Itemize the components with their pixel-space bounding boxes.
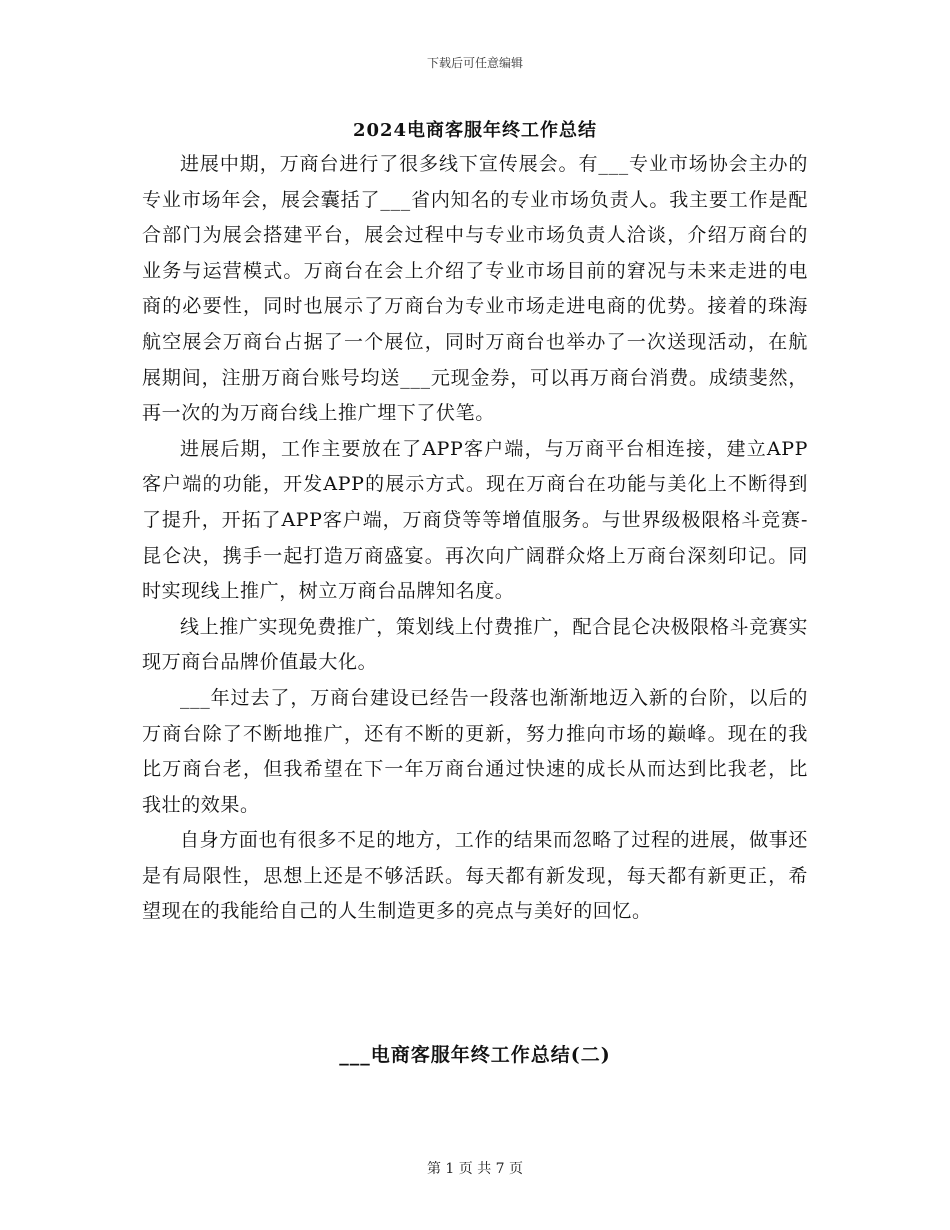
paragraph: 进展后期，工作主要放在了APP客户端，与万商平台相连接，建立APP客户端的功能，开发APP的展示方式。现在万商台在功能与美化上不断得到了提升，开拓了APP客户端，万商贷等等增值服务。与世界级极限格斗竞赛-昆仑决，携手一起打造万商盛宴。再次向广阔群众烙上万商台深刻印记。同时实现线上推广，树立万商台品牌知名度。 bbox=[142, 437, 808, 603]
paragraph: 自身方面也有很多不足的地方，工作的结果而忽略了过程的进展，做事还是有局限性，思想上还是不够活跃。每天都有新发现，每天都有新更正，希望现在的我能给自己的人生制造更多的亮点与美好的回忆。 bbox=[142, 829, 808, 923]
paragraph: 进展中期，万商台进行了很多线下宣传展会。有___专业市场协会主办的专业市场年会，展会囊括了___省内知名的专业市场负责人。我主要工作是配合部门为展会搭建平台，展会过程中与专业市场负责人洽谈，介绍万商台的业务与运营模式。万商台在会上介绍了专业市场目前的窘况与未来走进的电商的必要性，同时也展示了万商台为专业市场走进电商的优势。接着的珠海航空展会万商台占据了一个展位，同时万商台也举办了一次送现活动，在航展期间，注册万商台账号均送___元现金券，可以再万商台消费。成绩斐然，再一次的为万商台线上推广埋下了伏笔。 bbox=[142, 153, 808, 425]
page-number: 第 1 页 共 7 页 bbox=[426, 1161, 524, 1177]
document-body bbox=[142, 147, 808, 930]
paragraph: ___年过去了，万商台建设已经告一段落也渐渐地迈入新的台阶，以后的万商台除了不断地推广，还有不断的更新，努力推向市场的巅峰。现在的我比万商台老，但我希望在下一年万商台通过快速的成长从而达到比我老，比我壮的效果。 bbox=[142, 686, 808, 816]
paragraph: 线上推广实现免费推广，策划线上付费推广，配合昆仑决极限格斗竞赛实现万商台品牌价值最大化。 bbox=[142, 615, 808, 674]
page-header-note: 下载后可任意编辑 bbox=[426, 56, 523, 70]
document-title: 2024电商客服年终工作总结 bbox=[352, 120, 598, 141]
next-section-title: ___电商客服年终工作总结(二) bbox=[339, 1044, 611, 1066]
